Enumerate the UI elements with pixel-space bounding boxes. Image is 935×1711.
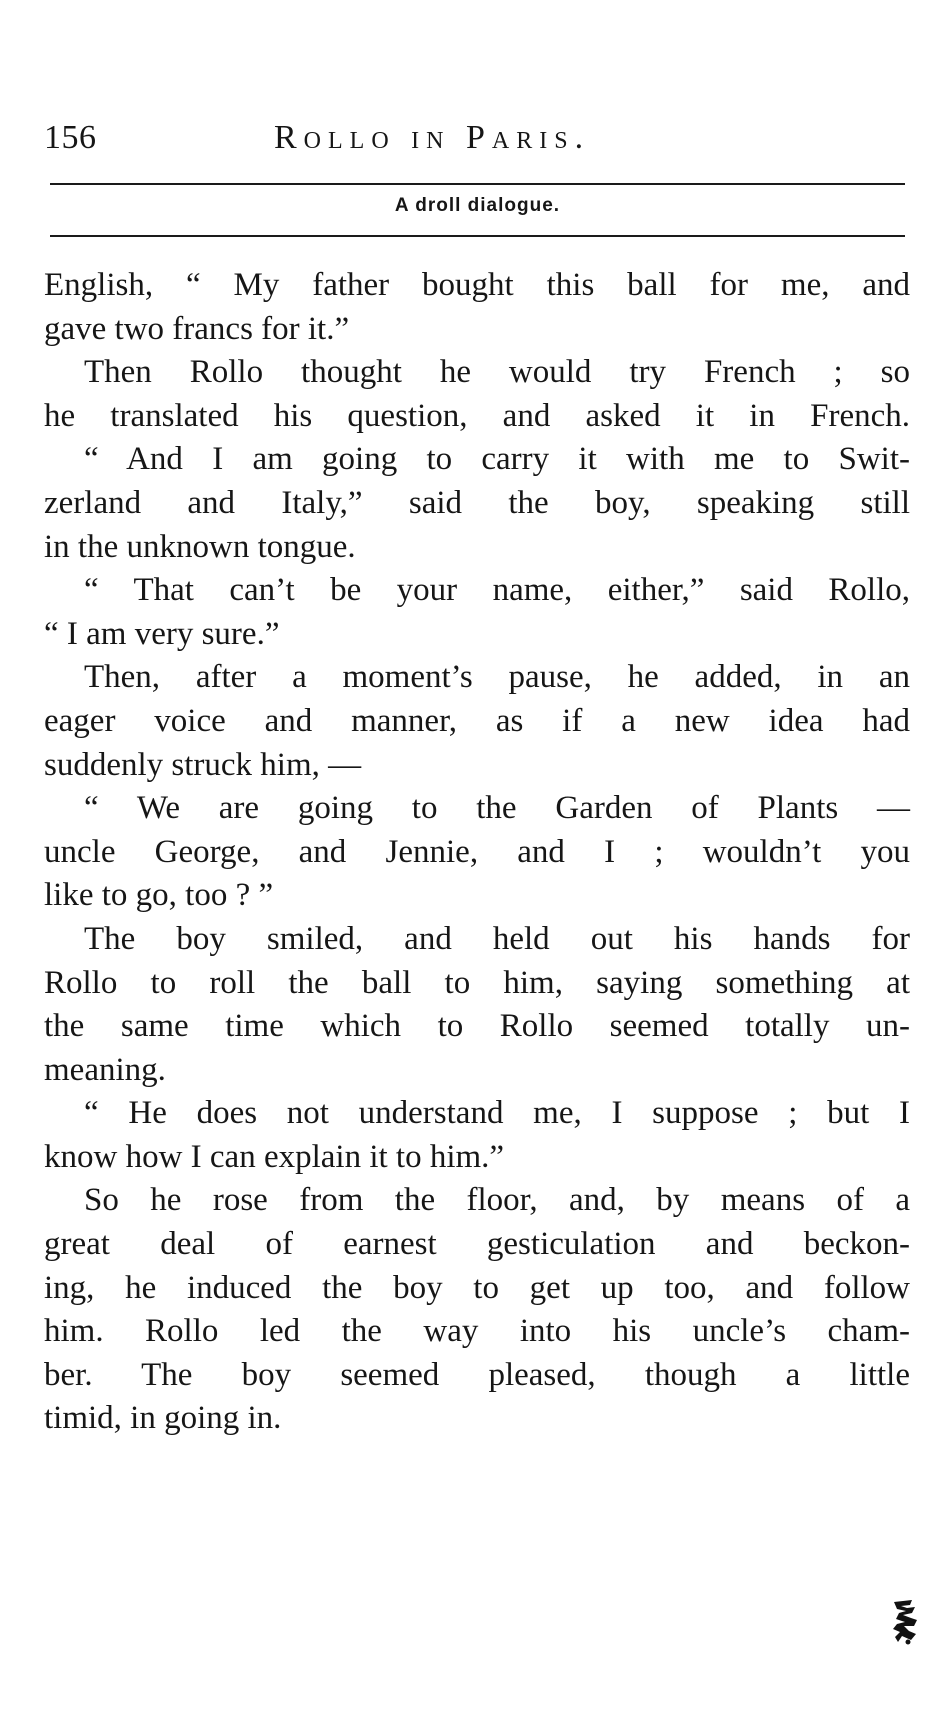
text-line: Rollo to roll the ball to him, saying something at [44,964,910,1001]
text-line: know how I can explain it to him.” [44,1138,505,1175]
text-line: So he rose from the floor, and, by means of a [84,1182,910,1219]
text-line: “ I am very sure.” [44,615,280,652]
page-number: 156 [44,119,97,156]
section-caption: A droll dialogue. [394,195,561,216]
body-text [44,264,910,1441]
header-rule-top [50,183,905,185]
text-line: him. Rollo led the way into his uncle’s cham- [44,1313,910,1350]
text-line: Then Rollo thought he would try French ; so [84,354,910,391]
printer-ornament-icon [888,1598,920,1646]
text-line: he translated his question, and asked it in French. [44,397,910,434]
text-line: ber. The boy seemed pleased, though a little [44,1356,910,1393]
header-rule-bottom [50,235,905,237]
page-header [44,118,904,168]
text-line: “ That can’t be your name, either,” said Rollo, [84,572,910,609]
text-line: meaning. [44,1051,166,1088]
text-line: like to go, too ? ” [44,877,274,914]
text-line: in the unknown tongue. [44,528,356,565]
text-line: English, “ My father bought this ball for me, and [44,267,910,303]
text-line: The boy smiled, and held out his hands for [84,920,910,957]
text-line: “ We are going to the Garden of Plants — [84,790,910,827]
text-line: uncle George, and Jennie, and I ; wouldn’t you [44,833,910,870]
text-line: eager voice and manner, as if a new idea had [44,702,910,739]
text-line: great deal of earnest gesticulation and beckon- [44,1226,910,1263]
text-line: suddenly struck him, — [44,746,362,783]
text-line: “ And I am going to carry it with me to Swit- [84,441,910,478]
text-line: gave two francs for it.” [44,310,350,347]
text-line: the same time which to Rollo seemed totally un- [44,1008,910,1045]
text-line: “ He does not understand me, I suppose ; but I [84,1095,910,1132]
text-line: timid, in going in. [44,1400,282,1437]
text-line: Then, after a moment’s pause, he added, in an [84,659,910,696]
text-line: ing, he induced the boy to get up too, and follow [44,1269,910,1306]
text-line: zerland and Italy,” said the boy, speaking still [44,484,910,521]
running-title: Rollo in Paris. [274,119,591,156]
